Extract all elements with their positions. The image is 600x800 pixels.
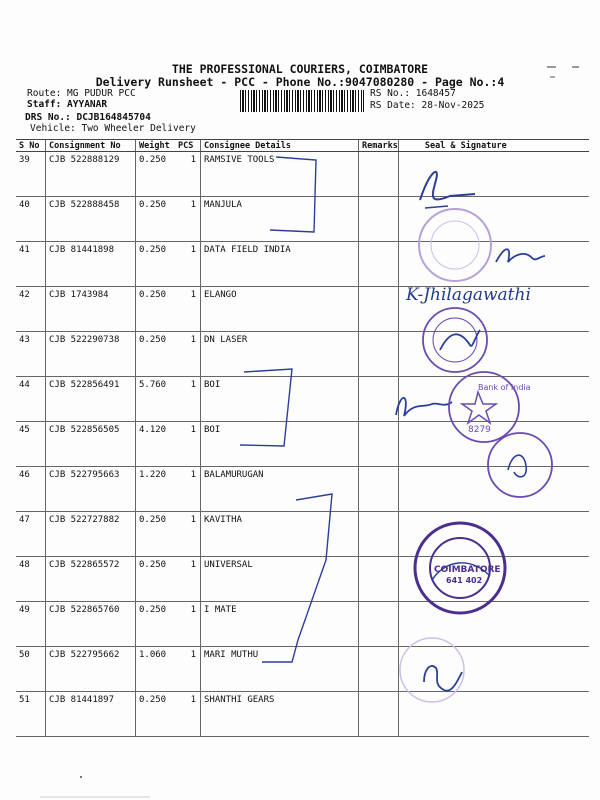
row-consignee: MANJULA (201, 197, 359, 242)
col-remarks: Remarks (359, 140, 399, 152)
row-consignment: CJB 522290738 (46, 332, 136, 377)
scan-speck (40, 796, 150, 798)
faded-stamp (400, 638, 464, 702)
col-consignment: Consignment No (46, 140, 136, 152)
signature-scribble (425, 206, 448, 208)
row-consignee: BOI (201, 422, 359, 467)
row-sno: 43 (16, 332, 46, 377)
row-sno: 44 (16, 377, 46, 422)
faded-stamp (431, 221, 479, 269)
staff-label: Staff: AYYANAR (27, 99, 108, 110)
row-consignment: CJB 81441898 (46, 242, 136, 287)
bracket-mark (270, 157, 316, 232)
bracket-mark (240, 369, 292, 446)
coimbatore-stamp-text: COIMBATORE (434, 565, 501, 575)
bank-stamp-text: Bank of India (478, 383, 531, 392)
handwritten-name: K-Jhilagawathi (406, 285, 531, 305)
star-icon (462, 392, 496, 423)
coimbatore-stamp-pin: 641 402 (446, 576, 483, 585)
row-consignee: RAMSIVE TOOLS (201, 152, 359, 197)
row-weight: 0.250 (136, 692, 176, 737)
drs-number: DRS No.: DCJB164845704 (25, 112, 151, 123)
row-pcs: 1 (175, 512, 201, 557)
row-consignment: CJB 522795663 (46, 467, 136, 512)
signature-scribble (508, 455, 526, 477)
signature-scribble (420, 172, 475, 200)
row-pcs: 1 (175, 692, 201, 737)
row-weight: 0.250 (136, 332, 176, 377)
row-consignee: DN LASER (201, 332, 359, 377)
row-sno: 39 (16, 152, 46, 197)
signature-scribble (440, 330, 480, 350)
row-consignment: CJB 522865572 (46, 557, 136, 602)
row-weight: 0.250 (136, 602, 176, 647)
rs-number: RS No.: 1648457 (370, 88, 456, 99)
rs-date: RS Date: 28-Nov-2025 (370, 100, 485, 111)
row-weight: 4.120 (136, 422, 176, 467)
route-label: Route: MG PUDUR PCC (27, 88, 136, 99)
row-weight: 0.250 (136, 197, 176, 242)
row-sno: 50 (16, 647, 46, 692)
row-weight: 1.220 (136, 467, 176, 512)
company-stamp (488, 433, 552, 497)
row-sno: 42 (16, 287, 46, 332)
row-sno: 48 (16, 557, 46, 602)
col-weight: Weight (136, 140, 176, 152)
col-sno: S No (16, 140, 46, 152)
bank-stamp-number: 8279 (468, 425, 491, 435)
runsheet-subtitle: Delivery Runsheet - PCC - Phone No.:9047080280 - Page No.:4 (95, 75, 505, 89)
row-sno: 45 (16, 422, 46, 467)
row-consignee: DATA FIELD INDIA (201, 242, 359, 287)
row-pcs: 1 (175, 647, 201, 692)
scan-speck (80, 776, 82, 778)
row-consignee: UNIVERSAL (201, 557, 359, 602)
row-consignment: CJB 522795662 (46, 647, 136, 692)
row-weight: 5.760 (136, 377, 176, 422)
row-sno: 47 (16, 512, 46, 557)
faded-stamp (419, 209, 491, 281)
row-consignee: BALAMURUGAN (201, 467, 359, 512)
row-sno: 49 (16, 602, 46, 647)
signature-scribble (424, 666, 462, 691)
row-consignee: KAVITHA (201, 512, 359, 557)
row-pcs: 1 (175, 602, 201, 647)
row-weight: 0.250 (136, 242, 176, 287)
row-sno: 41 (16, 242, 46, 287)
row-consignment: CJB 522727882 (46, 512, 136, 557)
row-weight: 0.250 (136, 152, 176, 197)
row-consignee: ELANGO (201, 287, 359, 332)
row-pcs: 1 (175, 377, 201, 422)
signature-scribble (496, 249, 545, 262)
col-signature: Seal & Signature (398, 140, 589, 152)
row-consignment: CJB 522865760 (46, 602, 136, 647)
row-pcs: 1 (175, 557, 201, 602)
row-pcs: 1 (175, 242, 201, 287)
row-consignment: CJB 522888129 (46, 152, 136, 197)
row-consignment: CJB 81441897 (46, 692, 136, 737)
vehicle-label: Vehicle: Two Wheeler Delivery (30, 123, 196, 134)
row-weight: 0.250 (136, 557, 176, 602)
row-pcs: 1 (175, 332, 201, 377)
row-sno: 51 (16, 692, 46, 737)
row-weight: 0.250 (136, 512, 176, 557)
col-consignee: Consignee Details (201, 140, 359, 152)
row-pcs: 1 (175, 287, 201, 332)
round-stamp (433, 318, 477, 362)
row-pcs: 1 (175, 197, 201, 242)
row-pcs: 1 (175, 152, 201, 197)
row-consignment: CJB 522888458 (46, 197, 136, 242)
row-pcs: 1 (175, 422, 201, 467)
row-consignment: CJB 522856505 (46, 422, 136, 467)
bracket-mark (262, 494, 332, 662)
row-consignee: MARI MUTHU (201, 647, 359, 692)
row-sno: 40 (16, 197, 46, 242)
row-consignee: SHANTHI GEARS (201, 692, 359, 737)
row-consignment: CJB 522856491 (46, 377, 136, 422)
row-consignment: CJB 1743984 (46, 287, 136, 332)
row-pcs: 1 (175, 467, 201, 512)
row-consignee: I MATE (201, 602, 359, 647)
col-pcs: PCS (175, 140, 201, 152)
row-sno: 46 (16, 467, 46, 512)
row-weight: 0.250 (136, 287, 176, 332)
row-weight: 1.060 (136, 647, 176, 692)
row-consignee: BOI (201, 377, 359, 422)
company-title: THE PROFESSIONAL COURIERS, COIMBATORE (171, 62, 429, 76)
signature-scribble (396, 398, 452, 416)
